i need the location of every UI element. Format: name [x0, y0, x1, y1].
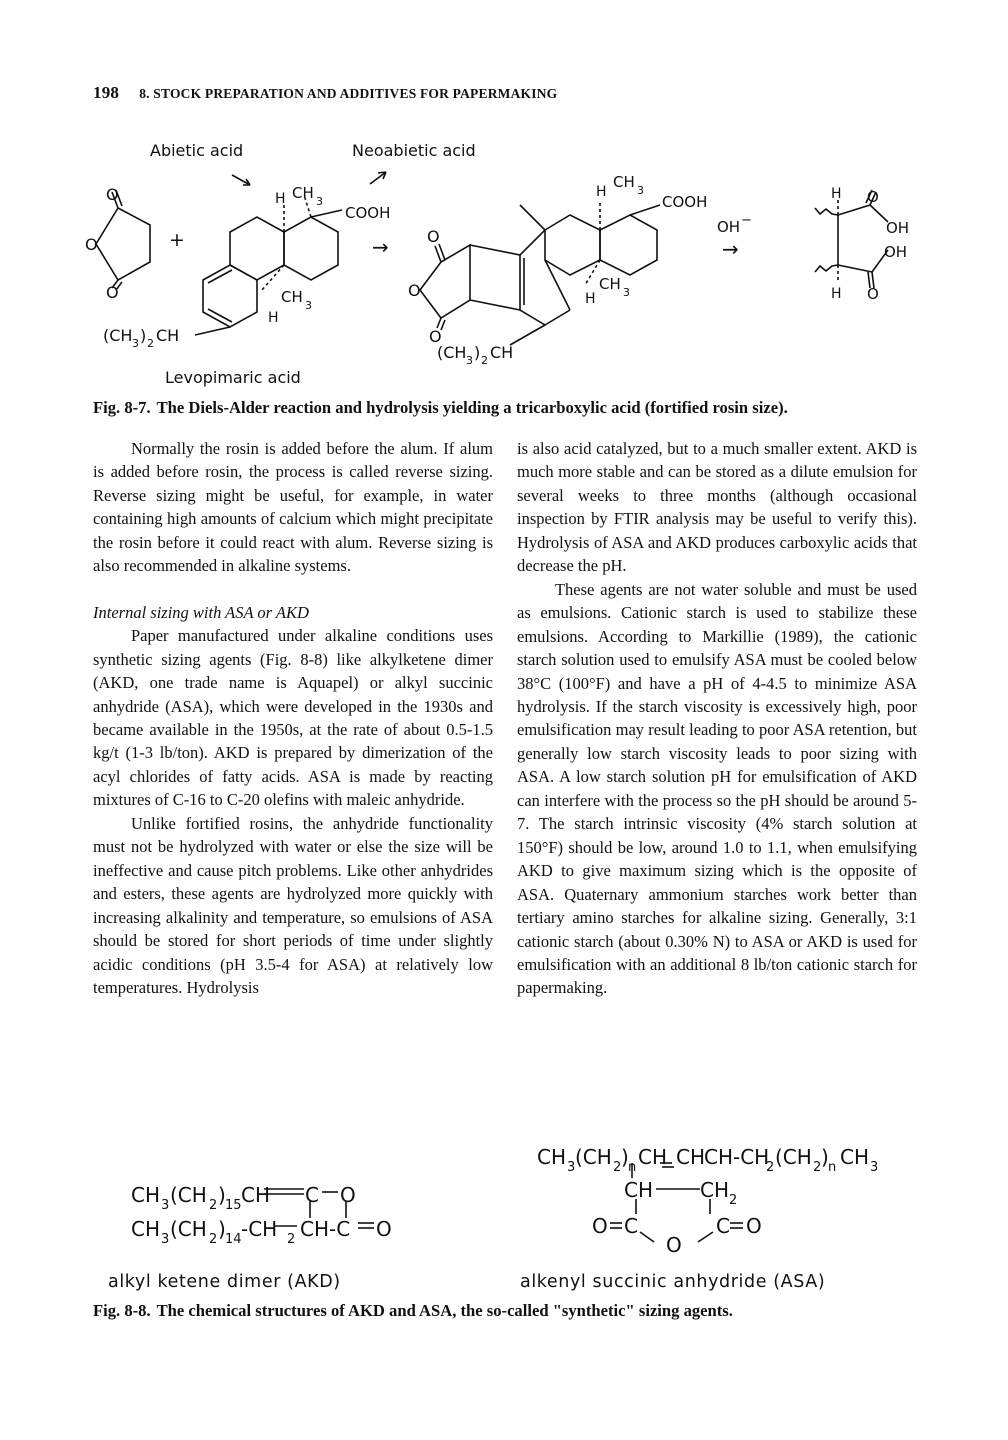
subscript: 2	[813, 1160, 822, 1175]
atom-o: O	[867, 285, 879, 303]
figure-8-8-caption	[93, 1301, 733, 1321]
asa-fragment: C	[624, 1214, 638, 1238]
subscript: 3	[567, 1160, 576, 1175]
section-subheading: Internal sizing with ASA or AKD	[93, 602, 309, 622]
atom-cooh: COOH	[345, 204, 391, 222]
paragraph: Unlike fortified rosins, the anhydride functionality must not be hydrolyzed with water or else the size will be ineffective and cause pitch problems. Like other anhydrides and esters, these agents are hydrolyzed more quickly with increasing alkalinity and temperature, so emulsions of ASA should be stored for short periods of time under slightly acidic conditions (pH 3.5-4 for ASA) at relatively low temperatures. Hydrolysis	[93, 813, 493, 997]
label-neoabietic-acid: Neoabietic acid	[352, 141, 476, 160]
subscript: 2	[613, 1160, 622, 1175]
running-title: 8. STOCK PREPARATION AND ADDITIVES FOR PAPERMAKING	[139, 86, 558, 101]
asa-fragment: CH	[537, 1145, 567, 1169]
atom-o: O	[429, 327, 442, 346]
asa-fragment: CH	[624, 1178, 654, 1202]
subscript: 3	[161, 1232, 170, 1247]
asa-fragment: )	[821, 1145, 829, 1169]
subscript: 15	[225, 1198, 242, 1213]
akd-fragment: (CH	[170, 1183, 207, 1207]
atom-cooh: COOH	[662, 193, 708, 211]
subscript: 2	[287, 1232, 296, 1247]
asa-fragment: (CH	[775, 1145, 812, 1169]
atom-h: H	[585, 291, 596, 307]
asa-fragment: CH	[700, 1178, 730, 1202]
reaction-arrow: →	[722, 237, 739, 261]
figure-8-7-diagram	[0, 0, 1008, 395]
subscript: n	[828, 1160, 837, 1175]
page-number: 198	[93, 83, 120, 102]
subscript: 3	[623, 286, 630, 299]
subscript: 2	[729, 1193, 738, 1208]
atom-ch3-2-ch: (CH	[437, 343, 467, 362]
paragraph: is also acid catalyzed, but to a much smaller extent. AKD is much more stable and can be stored as a dilute emulsion for several weeks to three months (although occasional inspection by FTIR analysis may be useful to verify this). Hydrolysis of ASA and AKD produces carboxylic acids that decrease the pH.	[517, 439, 917, 576]
figure-8-8-number: Fig. 8-8.	[93, 1301, 151, 1320]
subscript: 14	[225, 1232, 242, 1247]
akd-fragment: C	[305, 1183, 319, 1207]
reaction-arrow: →	[372, 235, 389, 259]
subscript: 3	[316, 195, 323, 208]
atom-ch3: CH	[292, 184, 314, 202]
subscript: 3	[305, 299, 312, 312]
atom-ch3-2-ch: CH	[156, 326, 180, 345]
figure-8-7-text: The Diels-Alder reaction and hydrolysis yielding a tricarboxylic acid (fortified rosin size).	[156, 398, 788, 417]
asa-fragment: O	[666, 1233, 682, 1257]
subscript: 3	[870, 1160, 879, 1175]
figure-8-7-number: Fig. 8-7.	[93, 398, 151, 417]
label-levopimaric-acid: Levopimaric acid	[165, 368, 301, 387]
subscript: 2	[481, 354, 488, 367]
atom-o: O	[106, 185, 119, 204]
paragraph: These agents are not water soluble and must be used as emulsions. Cationic starch is used to stabilize these emulsions. According to Markillie (1989), the cationic starch solution used to emulsify ASA must be cooled below 38°C (100°F) and have a pH of 4-4.5 to minimize ASA hydrolysis. If the starch viscosity is excessively high, poor emulsification may result leading to poor ASA retention, but generally low starch viscosity leads to poor sizing with ASA. A low starch solution pH for emulsification of AKD can interfere with the process so the pH should be around 5-7. The starch intrinsic viscosity (4% starch solution at 150°F) should be low, around 1.0 to 1.1, when emulsifying AKD to give maximum sizing which is the opposite of ASA. Quaternary ammonium starches work better than tertiary amino starches for alkaline sizing. Generally, 3:1 cationic starch (about 0.30% N) to ASA or AKD is used for emulsification with an additional 8 lb/ton cationic starch for papermaking.	[517, 579, 917, 998]
atom-o: O	[106, 283, 119, 302]
akd-fragment: CH	[241, 1183, 271, 1207]
charge-sign: −	[741, 213, 752, 228]
label-akd: alkyl ketene dimer (AKD)	[108, 1272, 341, 1292]
akd-fragment: CH	[131, 1217, 161, 1241]
atom-h: H	[268, 310, 279, 326]
subscript: 2	[147, 337, 154, 350]
asa-fragment: )	[621, 1145, 629, 1169]
akd-fragment: O	[340, 1183, 356, 1207]
figure-8-7-caption	[93, 398, 788, 418]
atom-ch3-2-ch: )	[140, 326, 147, 345]
atom-o: O	[427, 227, 440, 246]
subscript: 3	[637, 184, 644, 197]
paragraph: Paper manufactured under alkaline conditions uses synthetic sizing agents (Fig. 8-8) like alkylketene dimer (AKD, one trade name is Aquapel) or alkyl succinic anhydride (ASA), which were developed in the 1930s and became available in the 1950s, at the rate of about 0.5-1.5 kg/t (1-3 lb/ton). AKD is prepared by dimerization of the acyl chlorides of fatty acids. ASA is made by reacting mixtures of C-16 to C-20 olefins with maleic anhydride.	[93, 626, 493, 810]
akd-fragment: O	[376, 1217, 392, 1241]
atom-ch3-2-ch: CH	[490, 343, 514, 362]
subscript: 3	[132, 337, 139, 350]
atom-ch3: CH	[281, 288, 303, 306]
asa-fragment: (CH	[575, 1145, 612, 1169]
asa-fragment: CH-CH	[704, 1145, 770, 1169]
akd-fragment: -CH	[241, 1217, 278, 1241]
akd-fragment: (CH	[170, 1217, 207, 1241]
atom-h: H	[831, 286, 842, 302]
subscript: 2	[766, 1160, 775, 1175]
subscript: 2	[209, 1232, 218, 1247]
atom-o: O	[85, 235, 98, 254]
subscript: 3	[466, 354, 473, 367]
label-asa: alkenyl succinic anhydride (ASA)	[520, 1272, 826, 1292]
atom-oh: OH	[884, 243, 908, 261]
asa-fragment: CH	[840, 1145, 870, 1169]
atom-h: H	[831, 186, 842, 202]
plus-sign: +	[169, 229, 185, 251]
akd-fragment: )	[218, 1217, 226, 1241]
subscript: 3	[161, 1198, 170, 1213]
asa-fragment: CH	[638, 1145, 668, 1169]
atom-ch3-2-ch: (CH	[103, 326, 133, 345]
paragraph: Normally the rosin is added before the alum. If alum is added before rosin, the process is called reverse sizing. Reverse sizing might be useful, for example, in water containing high amounts of calcium which might precipitate the rosin before it could react with alum. Reverse sizing is also recommended in alkaline systems.	[93, 439, 493, 576]
atom-ch3: CH	[613, 173, 635, 191]
akd-fragment: CH-C	[300, 1217, 351, 1241]
asa-fragment: CH	[676, 1145, 706, 1169]
left-column	[93, 437, 493, 999]
atom-o: O	[408, 281, 421, 300]
akd-fragment: CH	[131, 1183, 161, 1207]
atom-oh-minus: OH	[717, 218, 741, 236]
subscript: n	[628, 1160, 637, 1175]
label-abietic-acid: Abietic acid	[150, 141, 244, 160]
atom-h: H	[275, 191, 286, 207]
atom-oh: OH	[886, 219, 910, 237]
asa-fragment: O	[592, 1214, 608, 1238]
asa-fragment: O	[746, 1214, 762, 1238]
atom-ch3-2-ch: )	[474, 343, 481, 362]
atom-o: O	[867, 188, 879, 206]
atom-h: H	[596, 184, 607, 200]
asa-fragment: C	[716, 1214, 730, 1238]
akd-fragment: )	[218, 1183, 226, 1207]
right-column	[517, 437, 917, 1000]
atom-ch3: CH	[599, 275, 621, 293]
subscript: 2	[209, 1198, 218, 1213]
figure-8-8-text: The chemical structures of AKD and ASA, the so-called "synthetic" sizing agents.	[156, 1301, 733, 1320]
